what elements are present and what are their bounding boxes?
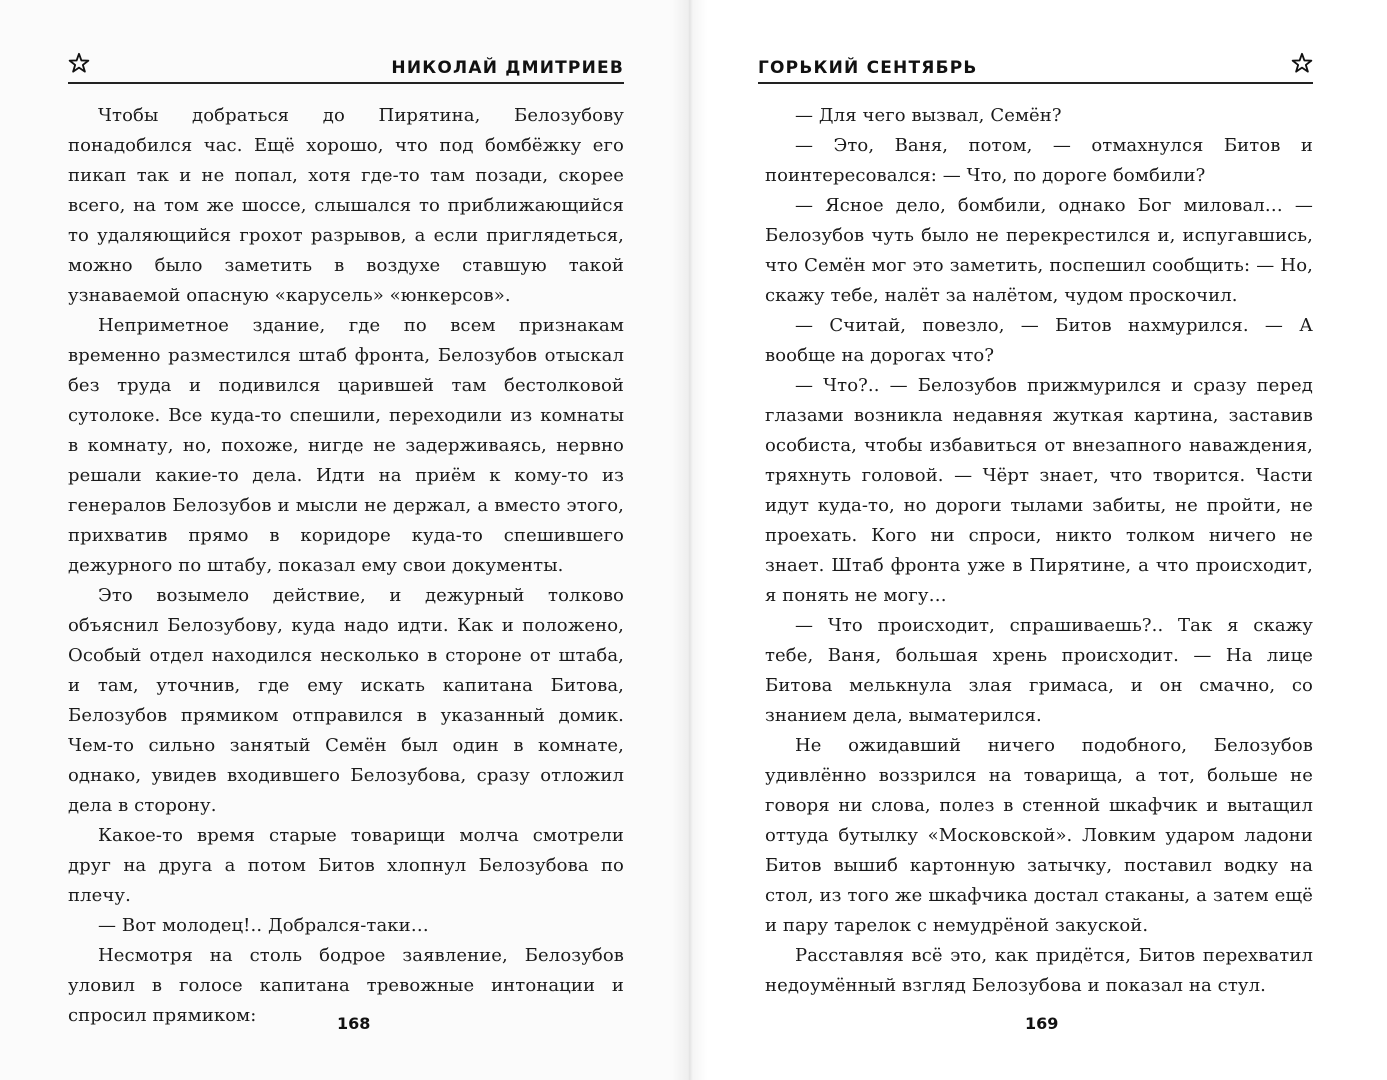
author-name-header: НИКОЛАЙ ДМИТРИЕВ	[391, 58, 624, 78]
dialogue-line: — Что?.. — Белозубов прижмурился и сразу перед глазами возникла недавняя жуткая картина, заставив особиста, чтобы избавиться от внезапного наваждения, тряхнуть головой. — Чёрт знает, что творится. Части идут куда-то, но дороги тылами забиты, не пройти, не проехать. Кого ни спроси, никто толком ничего не знает. Штаб фронта уже в Пирятине, а что происходит, я понять не могу…	[765, 375, 1313, 606]
star-icon	[68, 52, 90, 74]
star-icon	[1291, 52, 1313, 74]
dialogue-line: — Что происходит, спрашиваешь?.. Так я скажу тебе, Ваня, большая хрень происходит. — На лице Битова мелькнула злая гримаса, и он смачно, со знанием дела, выматерился.	[765, 615, 1313, 726]
paragraph: Какое-то время старые товарищи молча смотрели друг на друга а потом Битов хлопнул Белозубова по плечу.	[68, 825, 624, 906]
dialogue-line: — Считай, повезло, — Битов нахмурился. — А вообще на дорогах что?	[765, 315, 1313, 366]
dialogue-line: — Для чего вызвал, Семён?	[795, 105, 1062, 126]
left-page	[0, 0, 690, 1080]
dialogue-line: — Вот молодец!.. Добрался-таки…	[98, 915, 429, 936]
page-number: 168	[337, 1014, 371, 1033]
paragraph: Расставляя всё это, как придётся, Битов перехватил недоумённый взгляд Белозубова и показал на стул.	[765, 945, 1313, 996]
right-page	[690, 0, 1387, 1080]
paragraph: Чтобы добраться до Пирятина, Белозубову понадобился час. Ещё хорошо, что под бомбёжку его пикап так и не попал, хотя где-то там позади, скорее всего, на том же шоссе, слышался то приближающийся то удаляющийся грохот разрывов, а если приглядеться, можно было заметить в воздухе ставшую такой узнаваемой опасную «карусель» «юнкерсов».	[68, 105, 624, 306]
left-running-header	[68, 52, 624, 84]
page-number: 169	[1025, 1014, 1059, 1033]
paragraph: Это возымело действие, и дежурный толково объяснил Белозубову, куда надо идти. Как и положено, Особый отдел находился несколько в стороне от штаба, и там, уточнив, где ему искать капитана Битова, Белозубов прямиком отправился в указанный домик. Чем-то сильно занятый Семён был один в комнате, однако, увидев входившего Белозубова, сразу отложил дела в сторону.	[68, 585, 624, 816]
paragraph: Несмотря на столь бодрое заявление, Белозубов уловил в голосе капитана тревожные интонации и спросил прямиком:	[68, 945, 624, 1026]
right-running-header	[758, 52, 1313, 84]
left-page-body	[68, 101, 624, 1031]
paragraph: Не ожидавший ничего подобного, Белозубов удивлённо воззрился на товарища, а тот, больше не говоря ни слова, полез в стенной шкафчик и вытащил оттуда бутылку «Московской». Ловким ударом ладони Битов вышиб картонную затычку, поставил водку на стол, из того же шкафчика достал стаканы, а затем ещё и пару тарелок с немудрёной закуской.	[765, 735, 1313, 936]
right-page-body	[765, 101, 1313, 1001]
dialogue-line: — Ясное дело, бомбили, однако Бог миловал… — Белозубов чуть было не перекрестился и, испугавшись, что Семён мог это заметить, поспешил сообщить: — Но, скажу тебе, налёт за налётом, чудом проскочил.	[765, 195, 1313, 306]
book-title-header: ГОРЬКИЙ СЕНТЯБРЬ	[758, 58, 978, 78]
dialogue-line: — Это, Ваня, потом, — отмахнулся Битов и поинтересовался: — Что, по дороге бомбили?	[765, 135, 1313, 186]
paragraph: Неприметное здание, где по всем признакам временно разместился штаб фронта, Белозубов отыскал без труда и подивился царившей там бестолковой сутолоке. Все куда-то спешили, переходили из комнаты в комнату, но, похоже, нигде не задерживаясь, нервно решали какие-то дела. Идти на приём к кому-то из генералов Белозубов и мысли не держал, а вместо этого, прихватив прямо в коридоре куда-то спешившего дежурного по штабу, показал ему свои документы.	[68, 315, 624, 576]
